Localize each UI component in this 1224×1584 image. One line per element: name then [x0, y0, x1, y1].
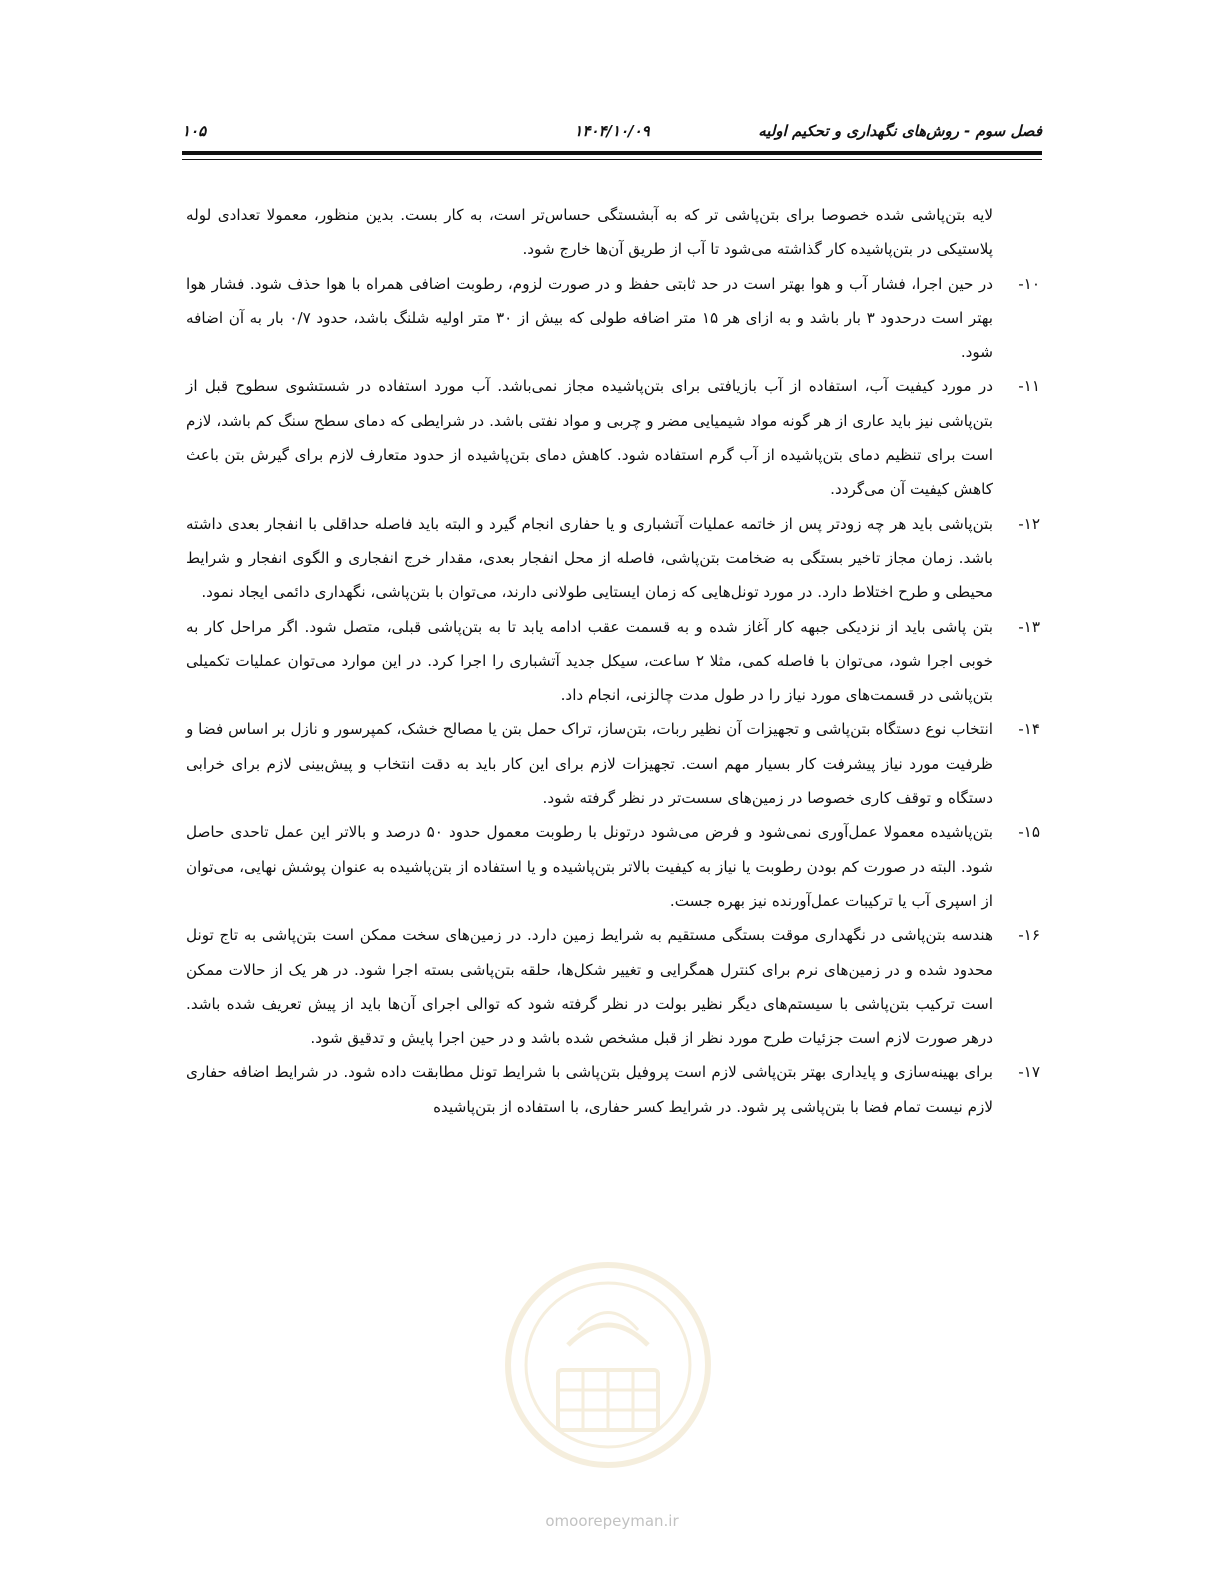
item-text: بتن‌پاشیده معمولا عمل‌آوری نمی‌شود و فرض می‌شود درتونل با رطوبت معمول حدود ۵۰ درصد و بالاتر این عمل تاحدی حاصل شود. البته در صورت کم بودن رطوبت یا نیاز به کیفیت بالاتر بتن‌پاشیده و یا استفاده از بتن‌پاشیده به عنوان پوشش نهایی، می‌توان از اسپری آب یا ترکیبات عمل‌آورنده نیز بهره جست. [186, 823, 993, 910]
item-number: ۱۴- [1018, 720, 1040, 739]
item-text: برای بهینه‌سازی و پایداری بهتر بتن‌پاشی لازم است پروفیل بتن‌پاشی با شرایط تونل مطابقت داده شود. در شرایط اضافه حفاری لازم نیست تمام فضا با بتن‌پاشی پر شود. در شرایط کسر حفاری، با استفاده از بتن‌پاشیده [186, 1063, 993, 1116]
item-number: ۱۳- [1018, 617, 1040, 636]
header-rule-thick [182, 151, 1042, 155]
item-text: هندسه بتن‌پاشی در نگهداری موقت بستگی مستقیم به شرایط زمین دارد. در زمین‌های سخت ممکن است بتن‌پاشی به تاج تونل محدود شده و در زمین‌های نرم برای کنترل همگرایی و تغییر شکل‌ها، حلقه بتن‌پاشی بسته اجرا شود. در هر یک از حالات ممکن است ترکیب بتن‌پاشی با سیستم‌های دیگر نظیر بولت در نظر گرفته شود که توالی اجرای آن‌ها باید از پیش تعریف شده باشد. درهر صورت لازم است جزئیات طرح مورد نظر از قبل مشخص شده باشد و در حین اجرا پایش و تدقیق شود. [186, 926, 993, 1048]
body-text [186, 198, 1040, 1124]
item-number: ۱۰- [1018, 274, 1040, 293]
item-number: ۱۱- [1018, 377, 1040, 396]
item-number: ۱۶- [1018, 926, 1040, 945]
logo-seal-icon [488, 1250, 728, 1500]
list-item [186, 610, 1040, 713]
header-date: ۱۴۰۴/۱۰/۰۹ [574, 122, 650, 140]
intro-paragraph: لایه بتن‌پاشی شده خصوصا برای بتن‌پاشی تر که به آبشستگی حساس‌تر است، به کار بست. بدین منظور، معمولا تعدادی لوله پلاستیکی در بتن‌پاشیده کار گذاشته می‌شود تا آب از طریق آن‌ها خارج شود. [186, 206, 993, 259]
page-header [182, 116, 1042, 146]
item-text: در حین اجرا، فشار آب و هوا بهتر است در حد ثابتی حفظ و در صورت لزوم، رطوبت اضافی همراه با هوا حذف شود. فشار هوا بهتر است درحدود ۳ بار باشد و به ازای هر ۱۵ متر اضافه طولی که بیش از ۳۰ متر اولیه شلنگ باشد، حدود ۰/۷ بار به آن اضافه شود. [186, 274, 994, 362]
list-item [186, 918, 1040, 1055]
item-text: بتن پاشی باید از نزدیکی جبهه کار آغاز شده و به قسمت عقب ادامه یابد تا به بتن‌پاشی قبلی، متصل شود. اگر مراحل کار به خوبی اجرا شود، می‌توان با فاصله کمی، مثلا ۲ ساعت، سیکل جدید آتشباری را اجرا کرد. در این موارد می‌توان عملیات تکمیلی بتن‌پاشی در قسمت‌های مورد نیاز را در طول مدت چالزنی، انجام داد. [186, 617, 993, 705]
list-item [186, 712, 1040, 815]
chapter-title: فصل سوم - روش‌های نگهداری و تحکیم اولیه [758, 122, 1042, 140]
item-text: در مورد کیفیت آب، استفاده از آب بازیافتی برای بتن‌پاشیده مجاز نمی‌باشد. آب مورد استفاده در شستشوی سطوح قبل از بتن‌پاشی نیز باید عاری از هر گونه مواد شیمیایی مضر و چربی و مواد نفتی باشد. در شرایطی که دمای سطح سنگ کم باشد، لازم است برای تنظیم دمای بتن‌پاشیده از آب گرم استفاده شود. کاهش دمای بتن‌پاشیده از حدود متعارف لازم برای گیرش بتن باعث کاهش کیفیت آن می‌گردد. [186, 377, 993, 499]
page-number: ۱۰۵ [182, 122, 207, 140]
item-number: ۱۷- [1018, 1063, 1040, 1082]
item-number: ۱۲- [1018, 514, 1040, 533]
list-item [186, 1055, 1040, 1124]
watermark-site-text: omoorepeyman.ir [545, 1512, 679, 1530]
item-text: انتخاب نوع دستگاه بتن‌پاشی و تجهیزات آن نظیر ربات، بتن‌ساز، تراک حمل بتن یا مصالح خشک، کمپرسور و نازل بر اساس فضا و ظرفیت مورد نیاز پیشرفت کار بسیار مهم است. تجهیزات لازم برای این کار باید به دقت انتخاب و پیش‌بینی لازم برای خرابی دستگاه و توقف کاری خصوصا در زمین‌های سست‌تر در نظر گرفته شود. [186, 720, 993, 808]
header-rule-thin [182, 159, 1042, 160]
list-item [186, 369, 1040, 506]
list-item [186, 507, 1040, 610]
list-item [186, 267, 1040, 370]
item-number: ۱۵- [1018, 823, 1040, 842]
item-text: بتن‌پاشی باید هر چه زودتر پس از خاتمه عملیات آتشباری و یا حفاری انجام گیرد و البته باید فاصله حداقلی با انفجار بعدی داشته باشد. زمان مجاز تاخیر بستگی به ضخامت بتن‌پاشی، فاصله از محل انفجار بعدی، مقدار خرج انفجاری و الگوی انفجار و شرایط محیطی و طرح اختلاط دارد. در مورد تونل‌هایی که زمان ایستایی طولانی دارند، می‌توان با بتن‌پاشی، نگهداری دائمی ایجاد نمود. [186, 514, 993, 602]
list-item [186, 815, 1040, 918]
